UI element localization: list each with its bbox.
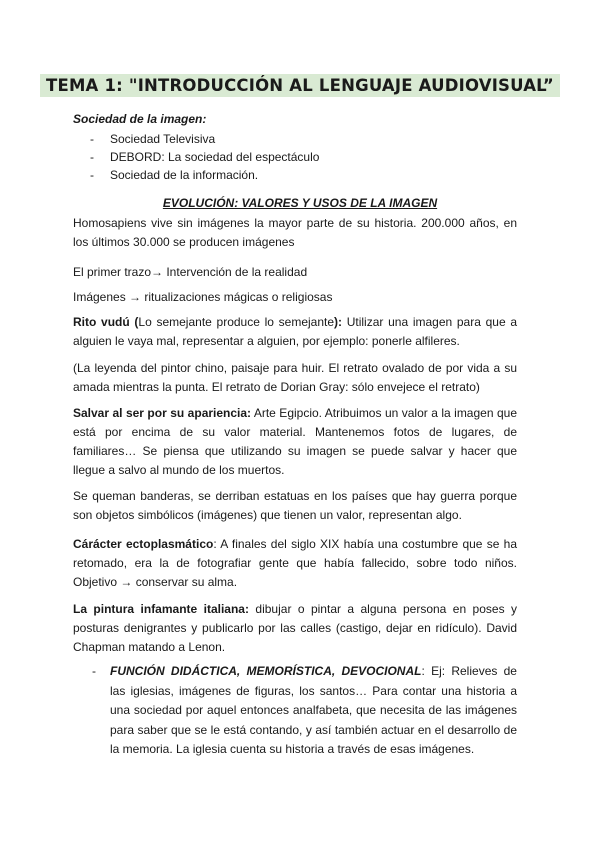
society-heading: Sociedad de la imagen: [73,112,207,126]
paragraph-primer-trazo: El primer trazo→ Intervención de la realidad [73,265,308,279]
funcion-rest: : Ej: Relieves de las iglesias, imágenes de figuras, los santos… Para contar una historia a una sociedad por aquel entonces analfabeta, que necesita de las imágenes para saber que se le está contando, y así también actuar en el desarrollo de la memoria. La iglesia cuenta su historia a través de esas imágenes. [110,664,517,756]
title-container [0,74,600,97]
paragraph-banderas: Se queman banderas, se derriban estatuas en los países que hay guerra porque son objetos simbólicos (imágenes) que tienen un valor, representan algo. [73,489,517,522]
section-heading: EVOLUCIÓN: VALORES Y USOS DE LA IMAGEN [162,196,438,210]
salvar-label: Salvar al ser por su apariencia: [73,406,252,420]
funcion-text [110,662,517,760]
ecto-label: Cárácter ectoplasmático [73,537,214,551]
paragraph-imagenes: Imágenes → ritualizaciones mágicas o religiosas [73,290,333,304]
rito-label: Rito vudú ( [73,315,139,329]
list-item: - DEBORD: La sociedad del espectáculo [90,148,319,166]
page-title: TEMA 1: "INTRODUCCIÓN AL LENGUAJE AUDIOVISUAL” [40,74,560,97]
paragraph-rito-vudu [73,313,517,351]
paragraph-salvar [73,404,517,480]
list-item: - Sociedad Televisiva [90,130,319,148]
society-list [90,130,319,184]
pintura-label: La pintura infamante italiana: [73,602,249,616]
rito-paren: Lo semejante produce lo semejante [138,315,335,329]
ecto-text: : A finales del siglo XIX había una costumbre que se ha retomado, era la de fotografiar gente que había fallecido, sobre todo niños. Objetivo → conservar su alma. [73,537,517,589]
funcion-label: FUNCIÓN DIDÁCTICA, MEMORÍSTICA, DEVOCIONAL [110,664,422,678]
paragraph-pintura [73,600,517,657]
paragraph-leyenda: (La leyenda del pintor chino, paisaje para huir. El retrato ovalado de por vida a su amada mientras la punta. El retrato de Dorian Gray: sólo envejece el retrato) [73,361,517,394]
dash-bullet: - [92,664,96,678]
salvar-text: Arte Egipcio. Atribuimos un valor a la imagen que está por encima de su valor material. Mantenemos fotos de lugares, de familiares… Se piensa que utilizando su imagen se puede salvar y hacer que llegue a salvo al mundo de los muertos. [73,406,517,477]
funcion-list-item [92,662,517,760]
rito-close: ): [334,315,343,329]
paragraph-ectoplasmatico [73,535,517,592]
pintura-text: dibujar o pintar a alguna persona en poses y posturas denigrantes y publicarlo por las calles (castigo, dejar en ridículo). David Chapman matando a Lenon. [73,602,517,654]
paragraph-homosapiens: Homosapiens vive sin imágenes la mayor parte de su historia. 200.000 años, en los últimos 30.000 se producen imágenes [73,216,517,249]
rito-text: Utilizar una imagen para que a alguien le vaya mal, representar a alguien, por ejemplo: ponerle alfileres. [73,315,518,348]
list-item: - Sociedad de la información. [90,166,319,184]
